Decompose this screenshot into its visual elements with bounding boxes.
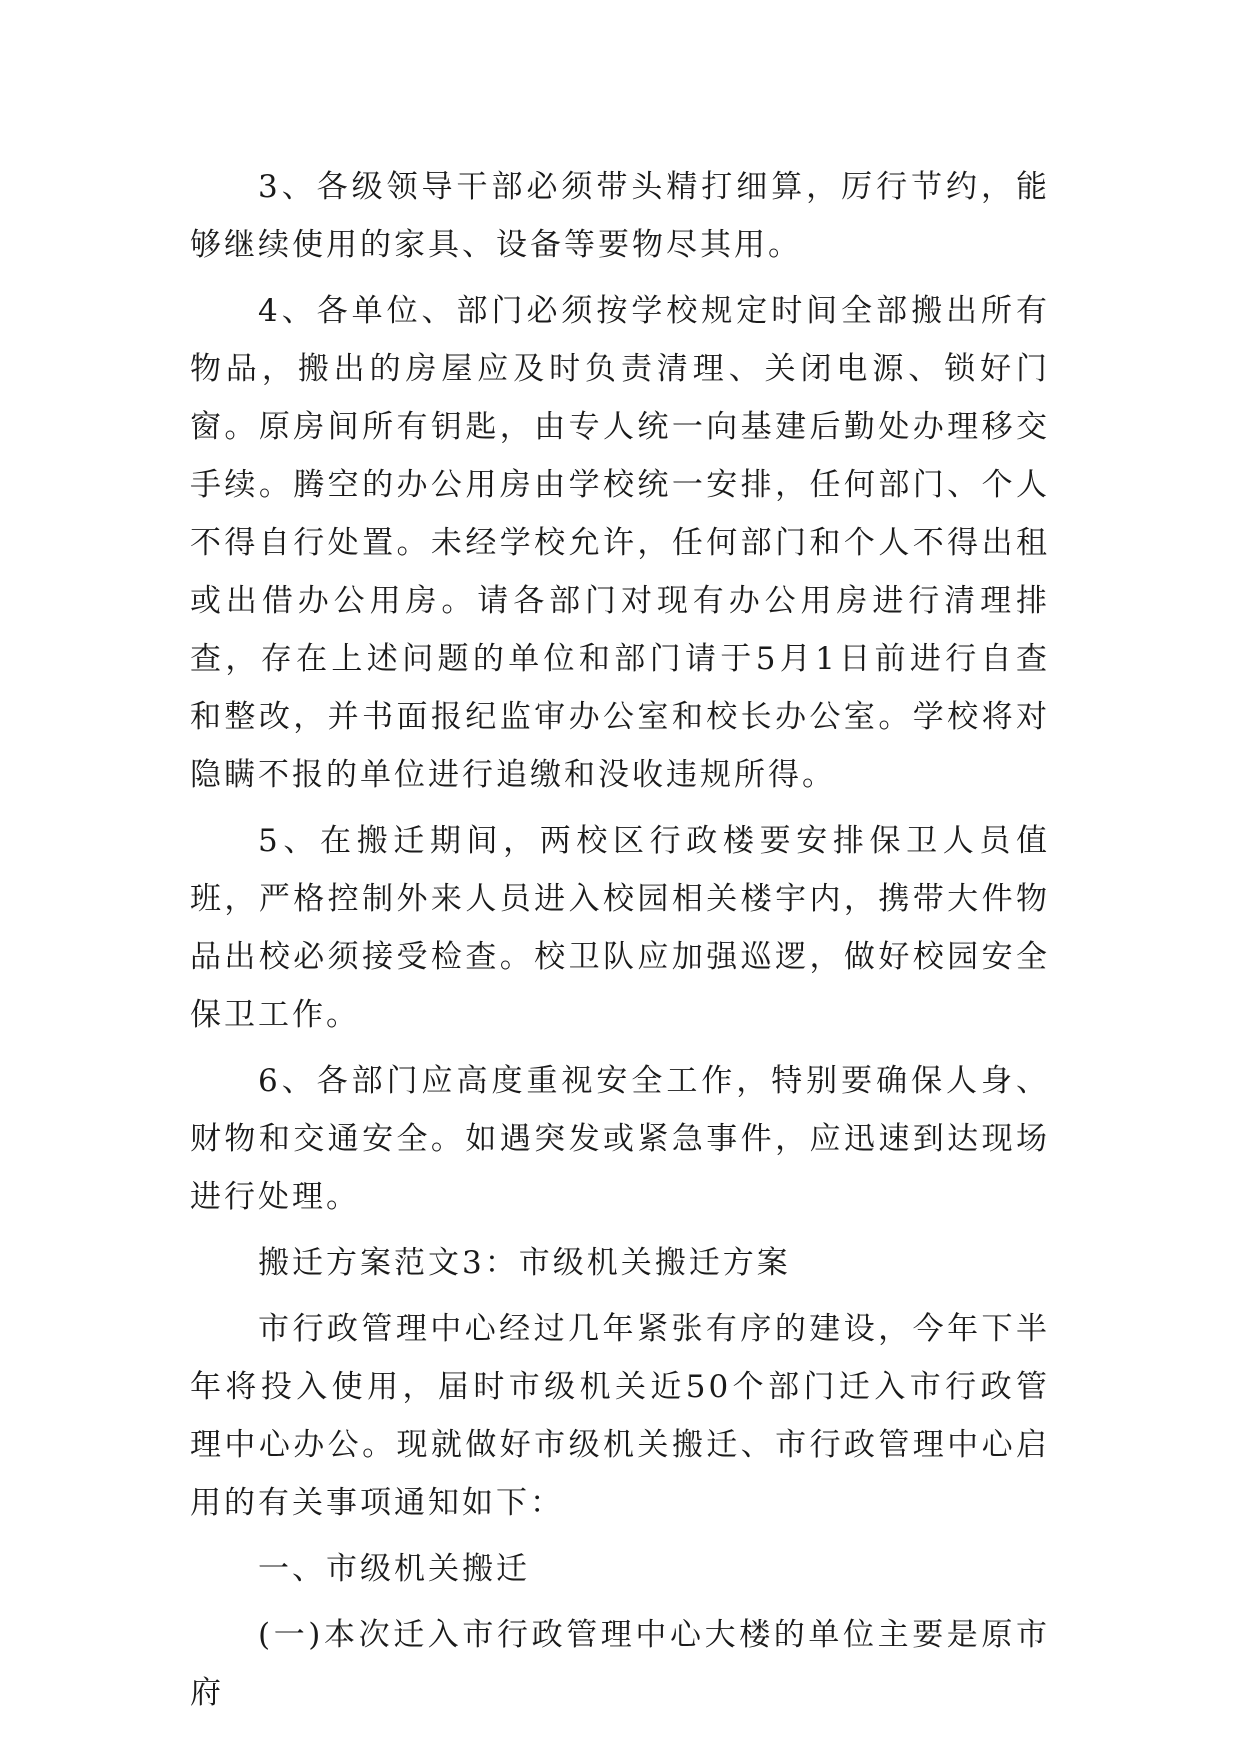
document-body: [190, 158, 1050, 1730]
paragraph-item-5: 5、在搬迁期间，两校区行政楼要安排保卫人员值班，严格控制外来人员进入校园相关楼宇内，携带大件物品出校必须接受检查。校卫队应加强巡逻，做好校园安全保卫工作。: [190, 823, 1050, 1033]
paragraph-item-6: 6、各部门应高度重视安全工作，特别要确保人身、财物和交通安全。如遇突发或紧急事件，应迅速到达现场进行处理。: [190, 1063, 1050, 1215]
section-heading-relocation: 一、市级机关搬迁: [258, 1551, 530, 1587]
subsection-paragraph-1: (一)本次迁入市行政管理中心大楼的单位主要是原市府: [190, 1617, 1050, 1711]
paragraph-item-3: 3、各级领导干部必须带头精打细算，厉行节约，能够继续使用的家具、设备等要物尽其用。: [190, 169, 1050, 263]
paragraph-item-4: 4、各单位、部门必须按学校规定时间全部搬出所有物品，搬出的房屋应及时负责清理、关闭电源、锁好门窗。原房间所有钥匙，由专人统一向基建后勤处办理移交手续。腾空的办公用房由学校统一安排，任何部门、个人不得自行处置。未经学校允许，任何部门和个人不得出租或出借办公用房。请各部门对现有办公用房进行清理排查，存在上述问题的单位和部门请于5月1日前进行自查和整改，并书面报纪监审办公室和校长办公室。学校将对隐瞒不报的单位进行追缴和没收违规所得。: [190, 293, 1050, 793]
section-heading-sample-3: 搬迁方案范文3：市级机关搬迁方案: [258, 1245, 791, 1281]
intro-paragraph: 市行政管理中心经过几年紧张有序的建设，今年下半年将投入使用，届时市级机关近50个部门迁入市行政管理中心办公。现就做好市级机关搬迁、市行政管理中心启用的有关事项通知如下：: [190, 1311, 1050, 1521]
